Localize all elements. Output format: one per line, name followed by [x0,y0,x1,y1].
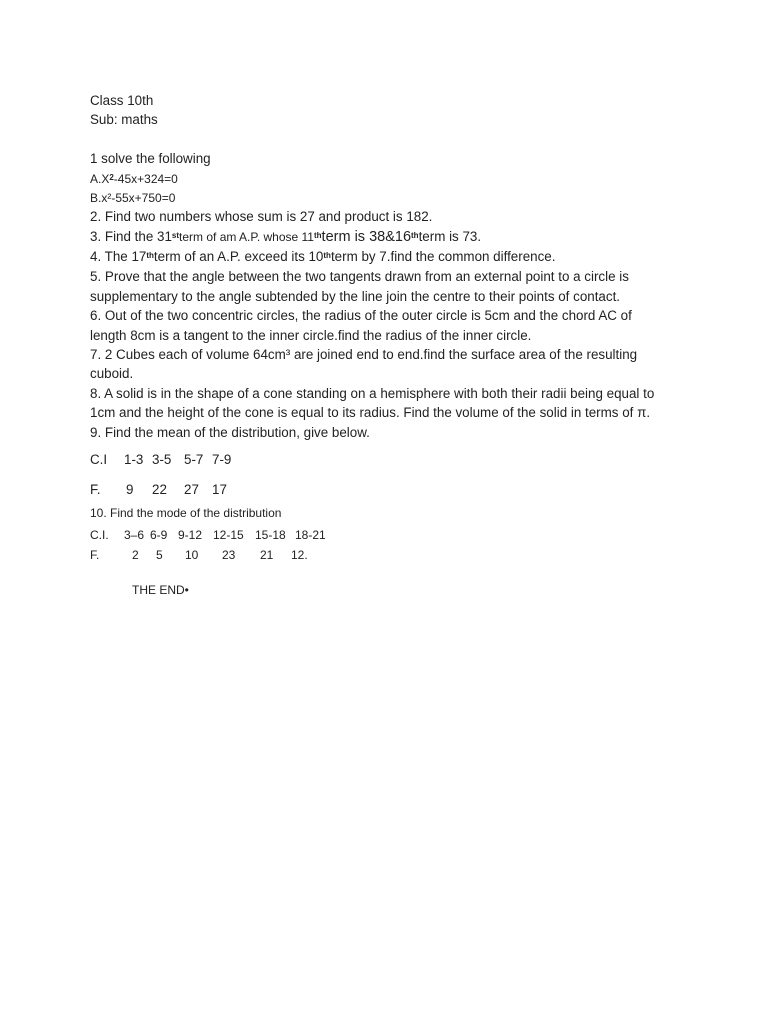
mean-table-f-cell: 17 [212,482,227,497]
mode-table-ci-row [90,527,326,543]
mean-table-ci-label: C.I [90,452,108,467]
mode-table-f-cell: 5 [156,548,163,562]
question-2: 2. Find two numbers whose sum is 27 and product is 182. [90,209,433,224]
mode-table-ci-label: C.I. [90,528,109,542]
question-3: 3. Find the 31stterm of am A.P. whose 11thterm is 38&16thterm is 73. [90,229,482,245]
mean-table-f-row [90,482,227,498]
mean-table-f-cell: 27 [184,482,199,497]
mode-table-ci-cell: 18-21 [295,528,326,542]
question-8-line-1: 8. A solid is in the shape of a cone standing on a hemisphere with both their radii being equal to [90,386,655,401]
question-5-line-2: supplementary to the angle subtended by the line join the centre to their points of contact. [90,289,621,304]
question-4: 4. The 17thterm of an A.P. exceed its 10thterm by 7.find the common difference. [90,249,556,264]
mode-table-ci-cell: 15-18 [255,528,286,542]
mode-table-f-cell: 23 [222,548,236,562]
mean-table-ci-cell: 1-3 [124,452,144,467]
class-line: Class 10th [90,93,154,108]
question-7-line-2: cuboid. [90,366,134,381]
mode-table-ci-cell: 12-15 [213,528,244,542]
mean-table-ci-cell: 3-5 [152,452,172,467]
question-6-line-2: length 8cm is a tangent to the inner circle.find the radius of the inner circle. [90,328,532,343]
question-8-line-2: 1cm and the height of the cone is equal to its radius. Find the volume of the solid in terms of π. [90,405,651,420]
question-1b: B.x²-55x+750=0 [90,191,176,205]
question-5-line-1: 5. Prove that the angle between the two tangents drawn from an external point to a circle is [90,269,629,284]
question-1-title: 1 solve the following [90,151,211,166]
question-1a: $A.X^2-45x+324=0$ [90,172,178,186]
question-6-line-1: 6. Out of the two concentric circles, the radius of the outer circle is 5cm and the chord AC of [90,308,632,323]
mean-table-ci-row [90,452,231,468]
mode-table-f-cell: 10 [185,548,199,562]
mode-table-ci-cell: 3–6 [124,528,145,542]
mode-table-f-cell: 21 [260,548,274,562]
mode-table-ci-cell: 6-9 [150,528,168,542]
end-marker: THE END• [132,583,189,597]
mean-table-ci-cell: 5-7 [184,452,204,467]
mean-table-ci-cell: 7-9 [212,452,232,467]
subject-line: Sub: maths [90,112,158,127]
question-10: 10. Find the mode of the distribution [90,506,282,520]
question-7-line-1: 7. 2 Cubes each of volume 64cm³ are joined end to end.find the surface area of the resulting [90,347,638,362]
mode-table-f-cell: 2 [132,548,139,562]
question-9: 9. Find the mean of the distribution, give below. [90,425,370,440]
mode-table-f-row [90,547,308,563]
mode-table-ci-cell: 9-12 [178,528,203,542]
mode-table-f-cell: 12. [291,548,308,562]
mode-table-f-label: F. [90,548,100,562]
mean-table-f-cell: 9 [126,482,134,497]
mean-table-f-cell: 22 [152,482,167,497]
mean-table-f-label: F. [90,482,101,497]
